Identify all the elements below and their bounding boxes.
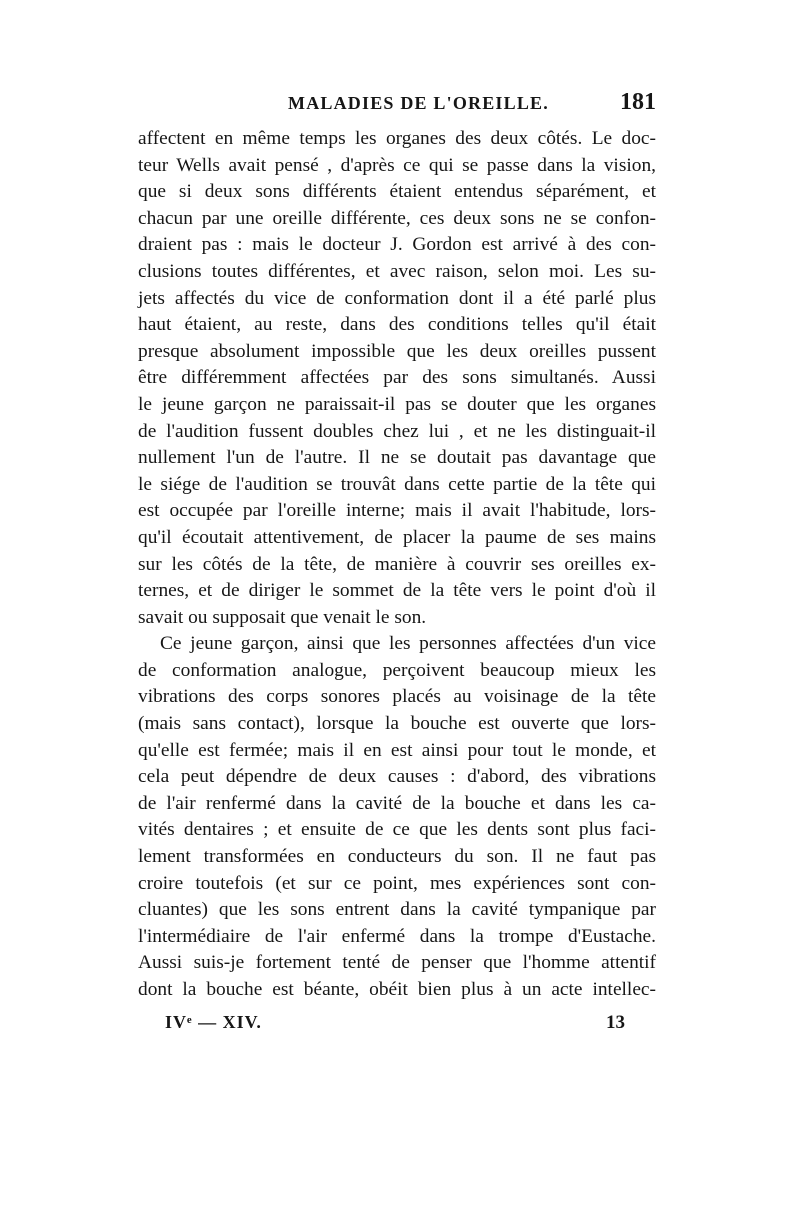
text-line: cela peut dépendre de deux causes : d'abord, des vibrations — [138, 766, 656, 788]
text-line: croire toutefois (et sur ce point, mes expériences sont con- — [138, 872, 656, 894]
text-line: vités dentaires ; et ensuite de ce que les dents sont plus faci- — [138, 819, 656, 841]
body-text — [138, 126, 656, 1004]
text-line: Ce jeune garçon, ainsi que les personnes affectées d'un vice — [160, 633, 656, 655]
text-line: savait ou supposait que venait le son. — [138, 606, 427, 628]
text-line: que si deux sons différents étaient entendus séparément, et — [138, 181, 656, 203]
signature-mark: IVᵉ — XIV. — [165, 1012, 262, 1032]
text-line: presque absolument impossible que les deux oreilles pussent — [138, 340, 656, 362]
paragraph-2 — [138, 631, 656, 1003]
text-line: l'intermédiaire de l'air enfermé dans la trompe d'Eustache. — [138, 925, 656, 947]
text-line: de conformation analogue, perçoivent beaucoup mieux les — [138, 659, 656, 681]
running-title: MALADIES DE L'OREILLE. — [288, 93, 549, 113]
text-line: draient pas : mais le docteur J. Gordon est arrivé à des con- — [138, 234, 656, 256]
text-line: lement transformées en conducteurs du son. Il ne faut pas — [138, 846, 656, 868]
text-line: haut étaient, au reste, dans des conditions telles qu'il était — [138, 314, 656, 336]
text-line: qu'il écoutait attentivement, de placer la paume de ses mains — [138, 526, 656, 548]
text-line: cluantes) que les sons entrent dans la cavité tympanique par — [138, 899, 656, 921]
text-line: ternes, et de diriger le sommet de la tête vers le point d'où il — [138, 580, 656, 602]
page-footer — [165, 1012, 625, 1042]
text-line: vibrations des corps sonores placés au voisinage de la tête — [138, 686, 656, 708]
text-line: affectent en même temps les organes des deux côtés. Le doc- — [138, 128, 656, 149]
text-line: qu'elle est fermée; mais il en est ainsi pour tout le monde, et — [138, 739, 656, 761]
text-line: le jeune garçon ne paraissait-il pas se douter que les organes — [138, 393, 656, 415]
text-line: être différemment affectées par des sons simultanés. Aussi — [138, 367, 656, 389]
text-line: chacun par une oreille différente, ces deux sons ne se confon- — [138, 207, 656, 229]
text-line: de l'audition fussent doubles chez lui , et ne les distinguait-il — [138, 420, 656, 442]
text-line: clusions toutes différentes, et avec raison, selon moi. Les su- — [138, 260, 656, 282]
text-line: de l'air renfermé dans la cavité de la bouche et dans les ca- — [138, 792, 656, 814]
text-line: (mais sans contact), lorsque la bouche est ouverte que lors- — [138, 713, 656, 735]
text-line: sur les côtés de la tête, de manière à couvrir ses oreilles ex- — [138, 553, 656, 575]
text-line: le siége de l'audition se trouvât dans cette partie de la tête qui — [138, 473, 656, 495]
text-line: teur Wells avait pensé , d'après ce qui se passe dans la vision, — [138, 154, 656, 176]
running-head — [138, 89, 656, 123]
sheet-number: 13 — [606, 1012, 625, 1033]
text-line: est occupée par l'oreille interne; mais il avait l'habitude, lors- — [138, 500, 656, 522]
text-line: nullement l'un de l'autre. Il ne se doutait pas davantage que — [138, 447, 656, 469]
page-number: 181 — [620, 89, 656, 115]
text-line: dont la bouche est béante, obéit bien plus à un acte intellec- — [138, 979, 656, 1000]
text-line: jets affectés du vice de conformation dont il a été parlé plus — [138, 287, 656, 309]
paragraph-1 — [138, 126, 656, 631]
text-line: Aussi suis-je fortement tenté de penser que l'homme attentif — [138, 952, 656, 974]
